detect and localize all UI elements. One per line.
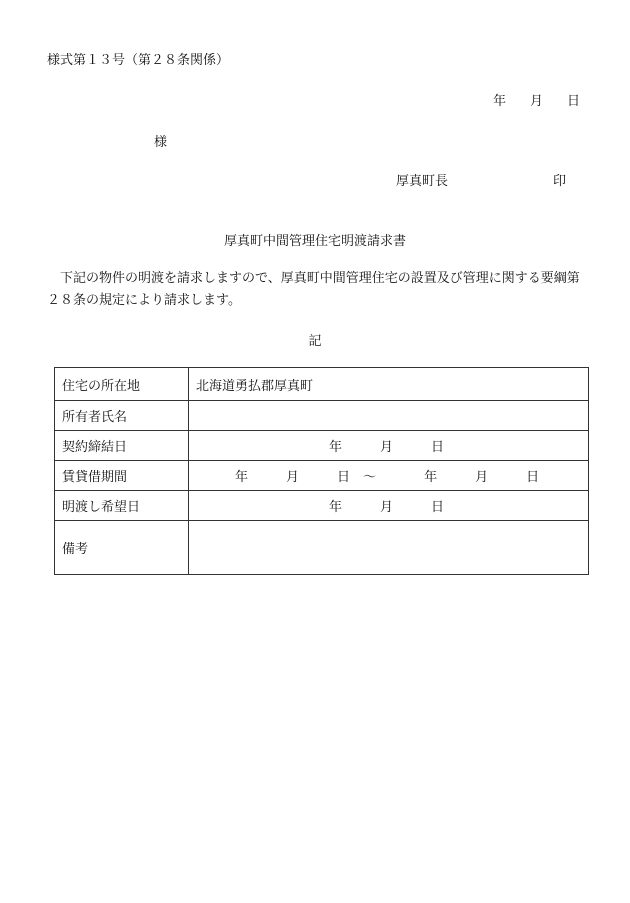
owner-name-value <box>189 401 589 431</box>
owner-name-label: 所有者氏名 <box>55 401 189 431</box>
period-start-day: 日 <box>337 470 351 485</box>
table-row <box>55 521 589 575</box>
ki-heading: 記 <box>308 334 322 349</box>
vacate-day-label: 日 <box>431 500 445 515</box>
vacate-date-label: 明渡し希望日 <box>55 491 189 521</box>
seal-mark: 印 <box>553 174 567 189</box>
table-row <box>55 431 589 461</box>
period-end-month: 月 <box>475 470 489 485</box>
vacate-date-value <box>189 491 589 521</box>
body-paragraph: 下記の物件の明渡を請求しますので、厚真町中間管理住宅の設置及び管理に関する要綱第２８条の規定により請求します。 <box>47 271 580 308</box>
period-end-year: 年 <box>424 470 438 485</box>
date-year-label: 年 <box>492 94 506 109</box>
table-row <box>55 401 589 431</box>
contract-year-label: 年 <box>329 440 343 455</box>
date-line <box>493 90 580 109</box>
table-row <box>55 461 589 491</box>
detail-table <box>54 367 589 575</box>
form-number: 様式第１３号（第２８条関係） <box>47 53 230 68</box>
document-title: 厚真町中間管理住宅明渡請求書 <box>223 234 406 249</box>
date-month-label: 月 <box>529 94 543 109</box>
address-value: 北海道勇払郡厚真町 <box>189 368 589 401</box>
period-tilde: ～ <box>363 470 377 485</box>
contract-day-label: 日 <box>431 440 445 455</box>
contract-date-value <box>189 431 589 461</box>
addressee-suffix: 様 <box>154 135 168 150</box>
lease-period-value <box>189 461 589 491</box>
table-row <box>55 491 589 521</box>
period-start-year: 年 <box>235 470 249 485</box>
issuer-name: 厚真町長 <box>396 174 449 189</box>
table-row <box>55 368 589 401</box>
lease-period-label: 賃貸借期間 <box>55 461 189 491</box>
period-end-day: 日 <box>526 470 540 485</box>
period-start-month: 月 <box>286 470 300 485</box>
remarks-value <box>189 521 589 575</box>
date-day-label: 日 <box>566 94 580 109</box>
contract-month-label: 月 <box>380 440 394 455</box>
address-label: 住宅の所在地 <box>55 368 189 401</box>
issuer-line <box>396 170 566 189</box>
contract-date-label: 契約締結日 <box>55 431 189 461</box>
remarks-label: 備考 <box>55 521 189 575</box>
vacate-year-label: 年 <box>329 500 343 515</box>
vacate-month-label: 月 <box>380 500 394 515</box>
